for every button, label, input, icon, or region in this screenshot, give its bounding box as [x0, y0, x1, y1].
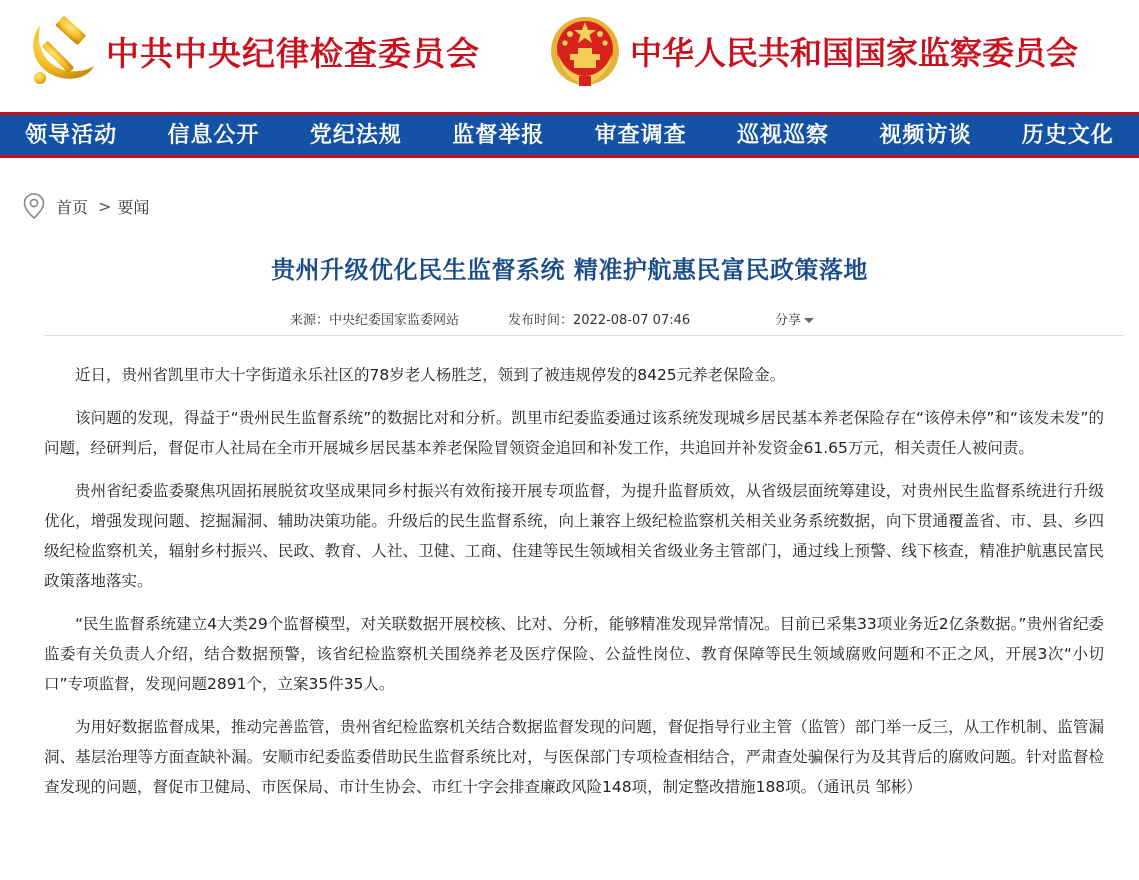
- national-emblem-icon: [548, 14, 622, 88]
- ccdi-title: 中共中央纪律检查委员会: [106, 33, 480, 73]
- nav-item-inspection[interactable]: 巡视巡察: [737, 122, 830, 148]
- article-title: 贵州升级优化民生监督系统 精准护航惠民富民政策落地: [271, 256, 868, 284]
- nav-item-regulations[interactable]: 党纪法规: [309, 122, 402, 148]
- article-paragraph: 近日，贵州省凯里市大十字街道永乐社区的78岁老人杨胜芝，领到了被违规停发的8425元养老保险金。: [75, 366, 786, 384]
- nsc-title: 中华人民共和国国家监察委员会: [630, 34, 1079, 72]
- nav-item-video[interactable]: 视频访谈: [879, 122, 972, 148]
- nav-item-report[interactable]: 监督举报: [452, 122, 545, 148]
- nav-item-history[interactable]: 历史文化: [1021, 122, 1114, 148]
- breadcrumb-current-link[interactable]: 要闻: [117, 197, 150, 217]
- nav-item-leadership[interactable]: 领导活动: [25, 122, 118, 148]
- location-pin-icon: [22, 192, 46, 220]
- chevron-down-icon: [804, 318, 814, 323]
- article-paragraph: 该问题的发现，得益于“贵州民生监督系统”的数据比对和分析。凯里市纪委监委通过该系统发现城乡居民基本养老保险存在“该停未停”和“该发未发”的问题，经研判后，督促市人社局在全市开展城乡居民基本养老保险冒领资金追回和补发工作，共追回并补发资金61.65万元，相关责任人被问责。: [44, 409, 1104, 457]
- site-header: [0, 0, 1139, 112]
- article-paragraph: 贵州省纪委监委聚焦巩固拓展脱贫攻坚成果同乡村振兴有效衔接开展专项监督，为提升监督质效，从省级层面统筹建设，对贵州民生监督系统进行升级优化，增强发现问题、挖掘漏洞、辅助决策功能。升级后的民生监督系统，向上兼容上级纪检监察机关相关业务系统数据，向下贯通覆盖省、市、县、乡四级纪检监察机关，辐射乡村振兴、民政、教育、人社、卫健、工商、住建等民生领域相关省级业务主管部门，通过线上预警、线下核查，精准护航惠民富民政策落地落实。: [44, 482, 1104, 590]
- ccdi-brand[interactable]: [24, 14, 480, 88]
- party-emblem-icon: [24, 14, 98, 88]
- article-source: 来源：中央纪委国家监委网站: [290, 313, 460, 328]
- article-body: [44, 360, 1104, 815]
- share-label: 分享: [775, 313, 802, 328]
- divider: [44, 335, 1124, 336]
- nav-item-investigation[interactable]: 审查调查: [594, 122, 687, 148]
- main-nav: [0, 112, 1139, 158]
- nav-item-info[interactable]: 信息公开: [167, 122, 260, 148]
- article-time: 发布时间：2022-08-07 07:46: [508, 313, 691, 328]
- nsc-brand[interactable]: [548, 14, 1078, 88]
- article-paragraph: 为用好数据监督成果，推动完善监管，贵州省纪检监察机关结合数据监督发现的问题，督促指导行业主管（监管）部门举一反三，从工作机制、监管漏洞、基层治理等方面查缺补漏。安顺市纪委监委借助民生监督系统比对，与医保部门专项检查相结合，严肃查处骗保行为及其背后的腐败问题。针对监督检查发现的问题，督促市卫健局、市医保局、市计生协会、市红十字会排查廉政风险148项，制定整改措施188项。（通讯员 邹彬）: [44, 718, 1104, 796]
- share-button[interactable]: [775, 309, 814, 328]
- breadcrumb-separator: >: [98, 196, 112, 216]
- breadcrumb: [22, 192, 149, 220]
- article-paragraph: “民生监督系统建立4大类29个监督模型，对关联数据开展校核、比对、分析，能够精准发现异常情况。目前已采集33项业务近2亿条数据。”贵州省纪委监委有关负责人介绍，结合数据预警，该省纪检监察机关围绕养老及医疗保险、公益性岗位、教育保障等民生领域腐败问题和不正之风，开展3次“小切口”专项监督，发现问题2891个，立案35件35人。: [44, 615, 1104, 693]
- breadcrumb-home-link[interactable]: 首页: [56, 197, 89, 217]
